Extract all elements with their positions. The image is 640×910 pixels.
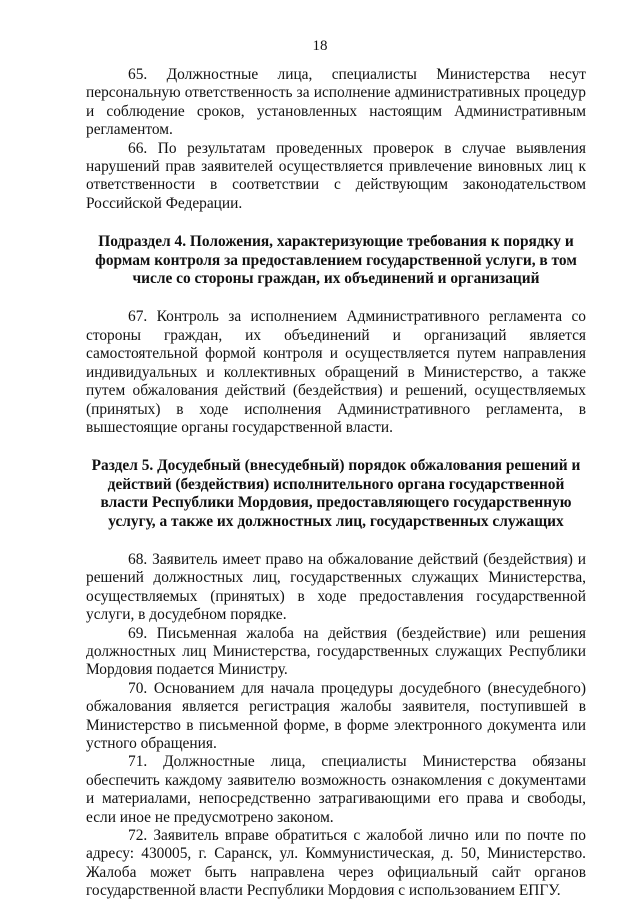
subsection-4-heading: Подраздел 4. Положения, характеризующие требования к порядку и формам контроля за предоставлением государственной услуги, в том числе со стороны граждан, их объединений и организаций [95,233,577,288]
paragraph-67: 67. Контроль за исполнением Административного регламента со стороны граждан, их объединений и организаций является самостоятельной формой контроля и осуществляется путем направления индивидуальных и коллективных обращений в Министерство, а также путем обжалования действий (бездействия) и решений, осуществляемых (принятых) в ходе исполнения Административного регламента, в вышестоящие органы государственной власти. [86,308,586,436]
paragraph-71: 71. Должностные лица, специалисты Министерства обязаны обеспечить каждому заявителю возможность ознакомления с документами и материалами, непосредственно затрагивающими его права и свободы, если иное не предусмотрено законом. [86,753,586,826]
paragraph-66: 66. По результатам проведенных проверок в случае выявления нарушений прав заявителей осуществляется привлечение виновных лиц к ответственности в соответствии с действующим законодательством Российской Федерации. [86,139,586,212]
page-number: 18 [312,38,328,54]
section-5-heading: Раздел 5. Досудебный (внесудебный) порядок обжалования решений и действий (бездействия) исполнительного органа государственной власти Республики Мордовия, предоставляющего государственную услугу, а также их должностных лиц, государственных служащих [91,457,581,530]
document-body [86,66,586,901]
paragraph-65: 65. Должностные лица, специалисты Министерства несут персональную ответственность за исполнение административных процедур и соблюдение сроков, установленных настоящим Административным регламентом. [86,66,586,139]
paragraph-68: 68. Заявитель имеет право на обжалование действий (бездействия) и решений должностных лиц, государственных служащих Министерства, осуществляемых (принятых) в ходе предоставления государственной услуги, в досудебном порядке. [86,550,586,624]
paragraph-69: 69. Письменная жалоба на действия (бездействие) или решения должностных лиц Министерства, государственных служащих Республики Мордовия подается Министру. [86,624,586,679]
paragraph-70: 70. Основанием для начала процедуры досудебного (внесудебного) обжалования является регистрация жалобы заявителя, поступившей в Министерство в письменной форме, в форме электронного документа или устного обращения. [86,679,586,752]
paragraph-72: 72. Заявитель вправе обратиться с жалобой лично или по почте по адресу: 430005, г. Саранск, ул. Коммунистическая, д. 50, Министерство. Жалоба может быть направлена через официальный сайт органов государственной власти Республики Мордовия с использованием ЕПГУ. [86,827,586,900]
